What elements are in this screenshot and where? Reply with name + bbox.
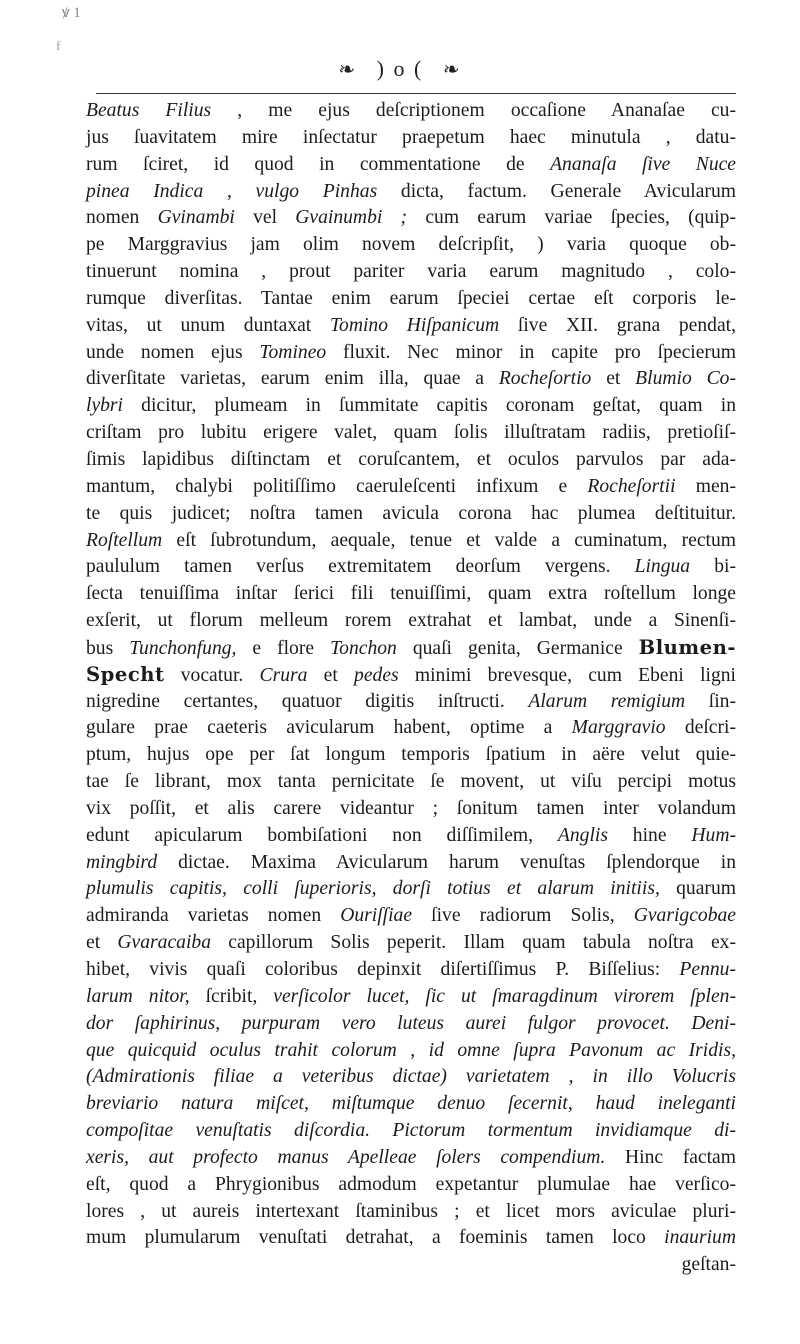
italic-text: lybri [86, 395, 124, 417]
text-span: ſive XII. grana pendat, [499, 314, 737, 336]
italic-text: Anglis [557, 824, 608, 846]
text-span: et [591, 368, 636, 390]
text-span: cum earum variae ſpecies, (quip- [407, 207, 736, 229]
text-line [86, 420, 736, 447]
text-line [86, 608, 736, 635]
text-span: ſin- [685, 690, 736, 712]
text-span: bi- [690, 556, 736, 578]
text-span: tinuerunt nomina , prout pariter varia earum magnitudo , colo- [86, 261, 736, 283]
text-span: te quis judicet; noſtra tamen avicula corona hac plumea deſtituitur. [86, 502, 736, 524]
text-span: gulare prae caeteris avicularum habent, optime a [86, 717, 572, 739]
text-line [86, 903, 736, 930]
corner-mark-lower: f [56, 38, 61, 53]
text-span: lores , ut aureis intertexant ſtaminibus ; et licet mors aviculae pluri- [86, 1200, 736, 1222]
text-line [86, 635, 736, 662]
text-line [86, 501, 736, 528]
text-line [86, 930, 736, 957]
text-line [86, 179, 736, 206]
text-span: nigredine certantes, quatuor digitis inſtructi. [86, 690, 529, 712]
text-line [86, 152, 736, 179]
text-span: jus ſuavitatem mire inſectatur praepetum haec minutula , datu- [86, 126, 736, 148]
text-line [86, 125, 736, 152]
text-span: dicitur, plumeam in ſummitate capitis coronam geſtat, quam in [123, 395, 736, 417]
page-header [0, 56, 800, 82]
italic-text: Roſtellum [86, 529, 163, 551]
text-span: et [86, 932, 118, 954]
italic-text: breviario natura miſcet, miſtumque denuo ſecernit, haud ineleganti [86, 1093, 736, 1115]
text-span: criſtam pro lubitu erigere valet, quam ſolis illuſtratam radiis, pretioſiſ- [86, 422, 736, 444]
text-line [86, 769, 736, 796]
italic-text: Ouriſſiae [340, 905, 413, 927]
text-line [86, 554, 736, 581]
italic-text: Crura [259, 664, 308, 686]
text-span: rumque diverſitas. Tantae enim earum ſpeciei certae eſt corporis le- [86, 287, 736, 309]
text-line [86, 1145, 736, 1172]
italic-text: Tomino Hiſpanicum [329, 314, 500, 336]
text-span: fluxit. Nec minor in capite pro ſpecierum [326, 341, 736, 363]
text-line [86, 689, 736, 716]
text-line [86, 662, 736, 689]
text-line [86, 313, 736, 340]
text-span: rum ſciret, id quod in commentatione de [86, 153, 551, 175]
body-text [86, 98, 736, 1279]
text-line [86, 286, 736, 313]
text-line [86, 98, 736, 125]
text-span: geſtan- [681, 1254, 736, 1276]
text-span: quarum [659, 878, 736, 900]
italic-text: Gvaracaiba [117, 932, 212, 954]
text-span: unde nomen ejus [86, 341, 260, 363]
text-span: capillorum Solis peperit. Illam quam tabula noſtra ex- [211, 932, 736, 954]
italic-text: (Admirationis filiae a veteribus dictae) varietatem , in illo Volucris [86, 1066, 736, 1088]
italic-text: xeris, aut profecto manus Apelleae ſolers compendium. [86, 1146, 606, 1168]
text-line [86, 1199, 736, 1226]
italic-text: Blumio Co- [635, 368, 736, 390]
text-span: ſecta tenuiſſima inſtar ſerici fili tenuiſſimi, quam extra roſtellum longe [86, 583, 736, 605]
italic-text: pedes [354, 664, 399, 686]
italic-text: Gvainumbi ; [295, 207, 408, 229]
text-span: admiranda varietas nomen [86, 905, 341, 927]
italic-text: dor ſaphirinus, purpuram vero luteus aurei fulgor provocet. Deni- [86, 1012, 736, 1034]
italic-text: Alarum remigium [528, 690, 686, 712]
text-line [86, 957, 736, 984]
text-span: edunt apicularum bombiſationi non diſſimilem, [86, 824, 558, 846]
text-span: dicta, factum. Generale Avicularum [377, 180, 736, 202]
text-line [86, 1011, 736, 1038]
text-line [86, 984, 736, 1011]
text-span: mantum, chalybi politiſſimo caeruleſcenti infixum e [86, 475, 588, 497]
italic-text: Gvarigcobae [633, 905, 736, 927]
text-span: tae ſe librant, mox tanta pernicitate ſe movent, ut viſu percipi motus [86, 771, 736, 793]
italic-text: pinea Indica , vulgo Pinhas [86, 180, 378, 202]
text-line [86, 1172, 736, 1199]
italic-text: Ananaſa ſive Nuce [550, 153, 737, 175]
text-span: nomen [86, 207, 158, 229]
text-line [86, 1225, 736, 1252]
text-span: pe Marggravius jam olim novem deſcripſit, ) varia quoque ob- [86, 234, 736, 256]
ornament-right-icon: ❧ [442, 59, 462, 81]
text-line [86, 340, 736, 367]
italic-text: verſicolor lucet, ſic ut ſmaragdinum virorem ſplen- [273, 985, 736, 1007]
italic-text: Tomineo [259, 341, 327, 363]
text-line [86, 1038, 736, 1065]
text-span: mum plumularum venuſtati detrahat, a foeminis tamen loco [86, 1227, 665, 1249]
italic-text: Rocheſortii [587, 475, 676, 497]
text-span: hine [607, 824, 692, 846]
text-line [86, 393, 736, 420]
italic-text: compoſitae venuſtatis diſcordia. Pictorum tormentum invidiamque di- [86, 1120, 736, 1142]
text-span: Hinc factam [605, 1146, 736, 1168]
text-span: ptum, hujus ope per ſat longum temporis ſpatium in aëre velut quie- [86, 744, 736, 766]
text-line [86, 1118, 736, 1145]
header-rule [96, 93, 736, 94]
italic-text: larum nitor, [86, 985, 190, 1007]
text-span: hibet, vivis quaſi coloribus depinxit diſertiſſimus P. Biſſelius: [86, 959, 680, 980]
text-span: et [307, 664, 355, 686]
text-line [86, 474, 736, 501]
corner-mark: ꝟ 1 [62, 5, 81, 21]
text-line [86, 1091, 736, 1118]
text-span: diverſitate varietas, earum enim illa, quae a [86, 368, 499, 390]
text-line [86, 823, 736, 850]
text-span: vix poſſit, et alis carere videantur ; ſonitum tamen inter volandum [86, 797, 736, 819]
italic-text: Lingua [634, 556, 691, 578]
text-span: men- [675, 475, 736, 497]
text-line [86, 850, 736, 877]
text-line [86, 1064, 736, 1091]
italic-text: que quicquid oculus trahit colorum , id omne ſupra Pavonum ac Iridis, [86, 1039, 736, 1061]
italic-text: plumulis capitis, colli ſuperioris, dorſi totius et alarum initiis, [86, 878, 660, 900]
text-span: ſimis lapidibus diſtinctam et coruſcantem, et oculos parvulos par ada- [86, 448, 736, 470]
italic-text: Gvinambi [157, 207, 235, 229]
text-span: e flore [236, 637, 331, 659]
italic-text: Tunchonfung, [129, 637, 237, 659]
text-line [86, 232, 736, 259]
italic-text: Hum- [691, 824, 736, 846]
text-span: eſt, quod a Phrygionibus admodum expetantur plumulae hae verſico- [86, 1173, 736, 1195]
page-number: ) o ( [376, 56, 424, 81]
italic-text: Pennu- [679, 959, 736, 980]
text-line [86, 205, 736, 232]
text-line [86, 715, 736, 742]
italic-text: Marggravio [571, 717, 666, 739]
text-line [86, 581, 736, 608]
italic-text: Tonchon [330, 637, 397, 659]
blackletter-text: Blumen- [638, 635, 736, 659]
italic-text: Beatus Filius [86, 100, 212, 121]
text-span: ſcribit, [189, 985, 274, 1007]
text-span: vocatur. [164, 664, 260, 686]
text-span: bus [86, 637, 130, 659]
text-line [86, 742, 736, 769]
text-line [86, 1252, 736, 1279]
text-span: ſive radiorum Solis, [412, 905, 634, 927]
ornament-left-icon: ❧ [338, 59, 358, 81]
text-span: , me ejus deſcriptionem occaſione Ananaſae cu- [211, 100, 737, 121]
text-span: dictae. Maxima Avicularum harum venuſtas ſplendorque in [157, 851, 736, 873]
text-span: quaſi genita, Germanice [396, 637, 639, 659]
text-line [86, 447, 736, 474]
text-span: deſcri- [665, 717, 736, 739]
blackletter-text: Specht [86, 662, 165, 686]
italic-text: inaurium [664, 1227, 736, 1249]
text-line [86, 366, 736, 393]
text-line [86, 259, 736, 286]
text-line [86, 876, 736, 903]
text-line [86, 796, 736, 823]
text-span: eſt ſubrotundum, aequale, tenue et valde a cuminatum, rectum [162, 529, 736, 551]
italic-text: Rocheſortio [498, 368, 592, 390]
text-span: vitas, ut unum duntaxat [86, 314, 330, 336]
text-span: exſerit, ut florum melleum rorem extrahat et lambat, unde a Sinenſi- [86, 610, 736, 632]
text-span: vel [234, 207, 296, 229]
italic-text: mingbird [86, 851, 158, 873]
text-span: paululum tamen verſus extremitatem deorſum vergens. [86, 556, 635, 578]
text-span: minimi brevesque, cum Ebeni ligni [398, 664, 736, 686]
text-line [86, 528, 736, 555]
